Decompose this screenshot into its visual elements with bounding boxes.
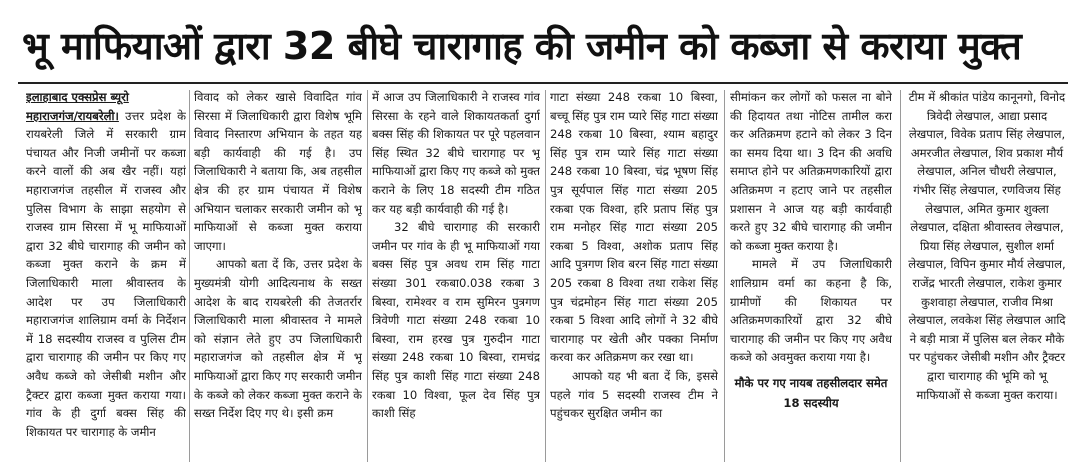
byline-bureau: इलाहाबाद एक्सप्रेस ब्यूरो [26, 90, 129, 104]
article-paragraph: उत्तर प्रदेश के रायबरेली जिले में सरकारी ग्राम पंचायत और निजी जमीनों पर कब्जा करने वालों की अब खैर नहीं। यहां महाराजगंज तहसील में राजस्व और पुलिस विभाग के साझा सहयोग से राजस्व ग्राम सिरसा में भू माफियाओं द्वारा 32 बीघे चारागाह की जमीन को कब्जा मुक्त कराने के क्रम में जिलाधिकारी माला श्रीवास्तव के आदेश पर उप जिलाधिकारी महाराजगंज शालिग्राम वर्मा के निर्देशन में 18 सदस्यीय राजस्व व पुलिस टीम द्वारा चारागाह की जमीन पर किए गए अवैध कब्जे को जेसीबी मशीन और ट्रैक्टर द्वारा कब्जा मुक्त कराया गया। गांव के ही दुर्गा बक्स सिंह की शिकायत पर चारागाह के जमीन [26, 108, 186, 439]
headline-rule [18, 82, 1068, 84]
article-paragraph: में आज उप जिलाधिकारी ने राजस्व गांव सिरसा के रहने वाले शिकायतकर्ता दुर्गा बक्स सिंह की शिकायत पर पूरे पहलवान सिंह स्थित 32 बीघे चारागाह पर भू माफियाओं द्वारा किए गए कब्जे को मुक्त कराने के लिए 18 सदस्यी टीम गठित कर यह बड़ी कार्यवाही की गई है। [372, 90, 540, 216]
article-paragraph: विवाद को लेकर खासे विवादित गांव सिरसा में जिलाधिकारी द्वारा विशेष भूमि विवाद निस्तारण अभियान के तहत यह बड़ी कार्यवाही की गई है। उप जिलाधिकारी ने बताया कि, अब तहसील क्षेत्र की हर ग्राम पंचायत में विशेष अभियान चलाकर सरकारी जमीन को भू माफियाओं से कब्जा मुक्त कराया जाएगा। [194, 90, 362, 253]
column-divider [545, 90, 546, 462]
article-paragraph: गाटा संख्या 248 रकबा 10 बिस्वा, बच्चू सिंह पुत्र राम प्यारे सिंह गाटा संख्या 248 रकबा 10 बिस्वा, श्याम बहादुर सिंह पुत्र राम प्यारे सिंह गाटा संख्या 248 रकबा 10 बिस्वा, चंद्र भूषण सिंह पुत्र सूर्यपाल सिंह गाटा संख्या 205 रकबा एक विश्वा, हरि प्रताप सिंह पुत्र राम मनोहर सिंह गाटा संख्या 205 रकबा 5 विश्वा, अशोक प्रताप सिंह आदि पुत्रगण शिव बरन सिंह गाटा संख्या 205 रकबा 8 विश्वा तथा राकेश सिंह पुत्र चंद्रमोहन सिंह गाटा संख्या 205 रकबा 5 विश्वा आदि लोगों ने 32 बीघे चारागाह पर खेती और पक्का निर्माण करवा कर अतिक्रमण कर रखा था। [550, 90, 718, 365]
column-divider [189, 90, 190, 462]
article-paragraph: आपको बता दें कि, उत्तर प्रदेश के मुख्यमंत्री योगी आदित्यनाथ के सख्त आदेश के बाद रायबरेली की तेजतर्रार जिलाधिकारी माला श्रीवास्तव ने मामले को संज्ञान लेते हुए उप जिलाधिकारी महाराजगंज को तहसील क्षेत्र में भू माफियाओं द्वारा किए गए सरकारी जमीन के कब्जे को लेकर कब्जा मुक्त कराने के सख्त निर्देश दिए गए थे। इसी क्रम [194, 257, 362, 421]
column-divider [367, 90, 368, 462]
article-column-6 [906, 88, 1068, 464]
article-paragraph: 32 बीघे चारागाह की सरकारी जमीन पर गांव के ही भू माफियाओं गया बक्स सिंह पुत्र अवध राम सिंह गाटा संख्या 301 रकबा0.038 रकबा 3 बिस्वा, रामेश्वर व राम सुमिरन पुत्रगण त्रिवेणी गाटा संख्या 248 रकबा 10 बिस्वा, राम हरख पुत्र गुरुदीन गाटा संख्या 248 रकबा 10 बिस्वा, रामचंद्र सिंह पुत्र काशी सिंह गाटा संख्या 248 रकबा 10 विश्वा, फूल देव सिंह पुत्र काशी सिंह [372, 220, 540, 421]
byline-location: महाराजगंज/रायबरेली। [26, 108, 119, 123]
article-column-3 [372, 88, 540, 464]
article-paragraph: सीमांकन कर लोगों को फसल ना बोने की हिदायत तथा नोटिस तामील करा कर अतिक्रमण हटाने को लेकर 3 दिन का समय दिया था। 3 दिन की अवधि समाप्त होने पर अतिक्रमणकारियों द्वारा अतिक्रमण न हटाए जाने पर तहसील प्रशासन ने आज यह बड़ी कार्यवाही करते हुए 32 बीघे चारागाह की जमीन को कब्जा मुक्त कराया है। [730, 90, 892, 253]
article-paragraph: टीम में श्रीकांत पांडेय कानूनगो, विनोद त्रिवेदी लेखपाल, आद्या प्रसाद लेखपाल, विवेक प्रताप सिंह लेखपाल, अमरजीत लेखपाल, शिव प्रकाश मौर्य लेखपाल, अनिल चौधरी लेखपाल, गंभीर सिंह लेखपाल, रणविजय सिंह लेखपाल, अमित कुमार शुक्ला लेखपाल, दक्षिता श्रीवास्तव लेखपाल, प्रिया सिंह लेखपाल, सुशील शर्मा लेखपाल, विपिन कुमार मौर्य लेखपाल, राजेंद्र भारती लेखपाल, राकेश कुमार कुशवाहा लेखपाल, राजीव मिश्रा लेखपाल, लवकेश सिंह लेखपाल आदि ने बड़ी मात्रा में पुलिस बल लेकर मौके पर पहुंचकर जेसीबी मशीन और ट्रैक्टर द्वारा चारागाह की भूमि को भू माफियाओं से कब्जा मुक्त कराया। [908, 90, 1066, 402]
article-column-2 [194, 88, 362, 464]
article-paragraph: मामले में उप जिलाधिकारी शालिग्राम वर्मा का कहना है कि, ग्रामीणों की शिकायत पर अतिक्रमणकारियों द्वारा 32 बीघे चारागाह की जमीन पर किए गए अवैध कब्जे को अवमुक्त कराया गया है। [730, 257, 892, 365]
article-column-4 [550, 88, 718, 464]
headline: भू माफियाओं द्वारा 32 बीघे चारागाह की जमीन को कब्जा से कराया मुक्त [22, 24, 1022, 68]
subheading: मौके पर गए नायब तहसीलदार समेत 18 सदस्यीय [734, 375, 888, 410]
column-divider [724, 90, 725, 462]
article-column-1 [26, 88, 186, 464]
article-column-5 [730, 88, 892, 464]
article-paragraph: आपको यह भी बता दें कि, इससे पहले गांव 5 सदस्यी राजस्व टीम ने पहुंचकर सुरक्षित जमीन का [550, 368, 718, 421]
column-divider [900, 90, 901, 462]
